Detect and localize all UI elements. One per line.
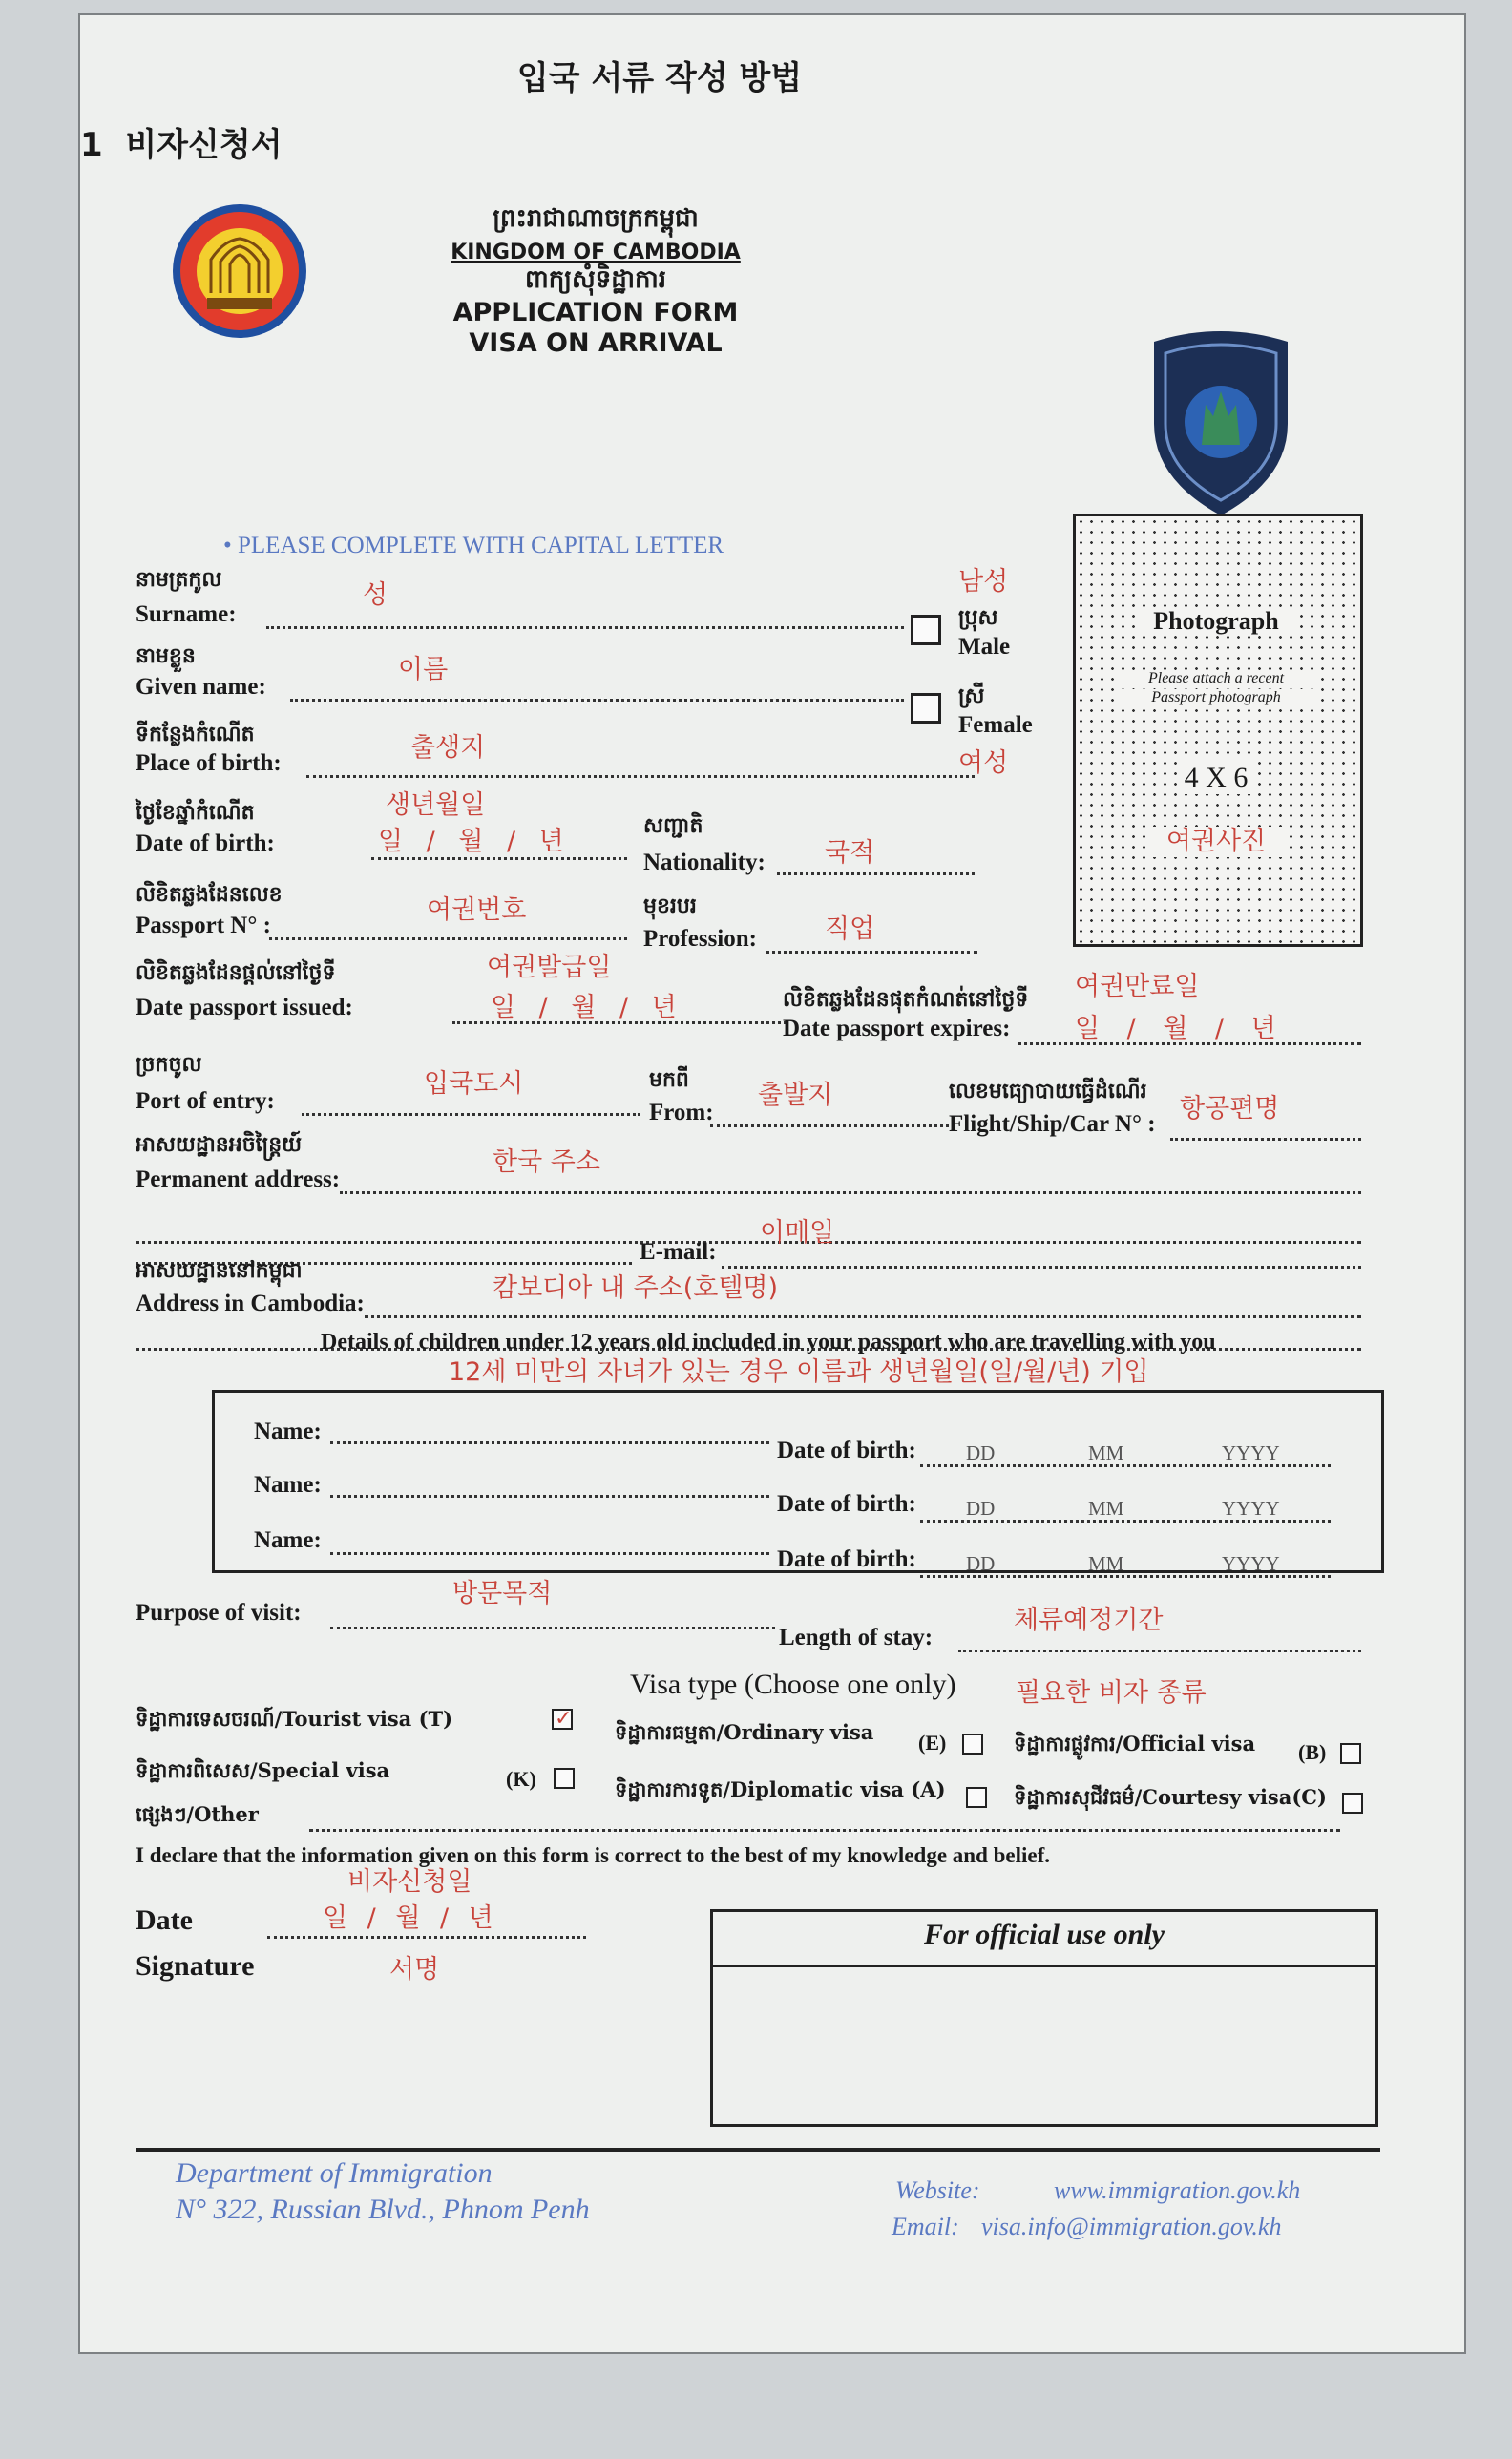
child-3-mm: MM bbox=[1088, 1552, 1124, 1575]
photo-note-1: Please attach a recent bbox=[1116, 670, 1316, 687]
capital-instruction: • PLEASE COMPLETE WITH CAPITAL LETTER bbox=[223, 533, 724, 558]
profession-khmer: មុខរបរ bbox=[643, 893, 697, 918]
from-hint: 출발지 bbox=[758, 1081, 833, 1110]
pob-khmer: ទីកន្លែងកំណើត bbox=[136, 722, 255, 746]
email-line[interactable] bbox=[722, 1266, 1361, 1269]
cambodia-addr-label: Address in Cambodia: bbox=[136, 1291, 365, 1316]
permanent-khmer: អាសយដ្ឋានអចិន្ត្រៃយ៍ bbox=[136, 1132, 303, 1157]
purpose-label: Purpose of visit: bbox=[136, 1600, 302, 1626]
children-heading: Details of children under 12 years old included in your passport who are travelling with you bbox=[321, 1330, 1216, 1355]
nationality-hint: 국적 bbox=[825, 838, 875, 868]
female-khmer: ស្រី bbox=[958, 683, 985, 708]
photo-hint: 여권사진 bbox=[1149, 827, 1283, 857]
footer-dept: Department of Immigration bbox=[176, 2157, 493, 2189]
child-3-dob-label: Date of birth: bbox=[777, 1546, 916, 1572]
dob-line[interactable] bbox=[371, 857, 627, 860]
form-khmer: ពាក្យសុំទិដ្ឋាការ bbox=[524, 265, 667, 294]
official-use-label: For official use only bbox=[924, 1919, 1165, 1950]
child-2-dd: DD bbox=[966, 1497, 996, 1520]
passport-no-hint: 여권번호 bbox=[427, 895, 527, 925]
passport-no-line[interactable] bbox=[269, 937, 627, 940]
permanent-line[interactable] bbox=[340, 1191, 1361, 1194]
child-1-mm: MM bbox=[1088, 1441, 1124, 1464]
profession-label: Profession: bbox=[643, 926, 757, 952]
email-label: E-mail: bbox=[640, 1239, 717, 1265]
passport-no-label: Passport N° : bbox=[136, 913, 271, 938]
other-visa-line[interactable] bbox=[309, 1829, 1340, 1832]
child-3-name-line[interactable] bbox=[330, 1552, 769, 1555]
photo-box bbox=[1073, 514, 1363, 947]
signature-label: Signature bbox=[136, 1950, 255, 1982]
given-line[interactable] bbox=[290, 699, 904, 702]
given-khmer: នាមខ្លួន bbox=[136, 643, 196, 668]
photo-size: 4 X 6 bbox=[1178, 762, 1254, 794]
photo-title: Photograph bbox=[1140, 607, 1292, 636]
footer-website[interactable]: www.immigration.gov.kh bbox=[1054, 2176, 1301, 2204]
length-label: Length of stay: bbox=[779, 1625, 934, 1650]
expires-label: Date passport expires: bbox=[783, 1016, 1011, 1041]
child-3-dd: DD bbox=[966, 1552, 996, 1575]
child-2-mm: MM bbox=[1088, 1497, 1124, 1520]
nationality-label: Nationality: bbox=[643, 850, 766, 875]
expires-date-hint: 일 / 월 / 년 bbox=[1075, 1014, 1286, 1043]
kingdom-khmer: ព្រះរាជាណាចក្រកម្ពុជា bbox=[493, 204, 699, 233]
expires-hint: 여권만료일 bbox=[1075, 972, 1200, 1001]
child-2-name-label: Name: bbox=[254, 1472, 322, 1498]
cambodia-addr-line[interactable] bbox=[365, 1315, 1361, 1318]
flight-hint: 항공편명 bbox=[1180, 1094, 1280, 1124]
date-line[interactable] bbox=[267, 1936, 586, 1939]
form-title-2: VISA ON ARRIVAL bbox=[469, 328, 723, 358]
official-visa-checkbox[interactable] bbox=[1340, 1743, 1361, 1764]
child-2-name-line[interactable] bbox=[330, 1495, 769, 1498]
other-visa-label: ផ្សេងៗ/Other bbox=[136, 1802, 259, 1826]
ordinary-visa-code: (E) bbox=[918, 1731, 947, 1755]
issued-label: Date passport issued: bbox=[136, 995, 353, 1020]
footer-email[interactable]: visa.info@immigration.gov.kh bbox=[981, 2213, 1282, 2240]
child-3-yyyy: YYYY bbox=[1222, 1552, 1280, 1575]
child-1-dd: DD bbox=[966, 1441, 996, 1464]
photo-note-2: Passport photograph bbox=[1116, 689, 1316, 706]
purpose-line[interactable] bbox=[330, 1627, 775, 1629]
date-hint: 비자신청일 bbox=[347, 1867, 472, 1897]
surname-khmer: នាមត្រកូល bbox=[136, 567, 222, 592]
surname-hint: 성 bbox=[363, 580, 388, 610]
special-visa-label: ទិដ្ឋាការពិសេស/Special visa bbox=[136, 1758, 390, 1782]
section-title: 1 비자신청서 bbox=[80, 126, 283, 164]
dob-khmer: ថ្ងៃខែឆ្នាំកំណើត bbox=[136, 800, 255, 825]
passport-no-khmer: លិខិតឆ្លងដែនលេខ bbox=[136, 882, 283, 907]
official-visa-label: ទិដ្ឋាការផ្លូវការ/Official visa bbox=[1014, 1732, 1256, 1755]
cambodia-addr-khmer: អាសយដ្ឋាននៅកម្ពុជា bbox=[136, 1258, 303, 1283]
male-label: Male bbox=[958, 634, 1011, 660]
footer-address: N° 322, Russian Blvd., Phnom Penh bbox=[176, 2194, 590, 2225]
courtesy-visa-checkbox[interactable] bbox=[1342, 1793, 1363, 1814]
pob-label: Place of birth: bbox=[136, 750, 282, 776]
visa-heading-hint: 필요한 비자 종류 bbox=[1016, 1678, 1207, 1708]
given-label: Given name: bbox=[136, 674, 266, 700]
date-label: Date bbox=[136, 1904, 193, 1936]
permanent-label: Permanent address: bbox=[136, 1166, 341, 1192]
female-checkbox[interactable] bbox=[911, 693, 941, 724]
special-visa-checkbox[interactable] bbox=[554, 1768, 575, 1789]
male-hint: 남성 bbox=[958, 567, 1009, 597]
email-hint: 이메일 bbox=[760, 1218, 835, 1248]
male-checkbox[interactable] bbox=[911, 615, 941, 645]
dob-date-hint: 일 / 월 / 년 bbox=[378, 827, 572, 856]
profession-line[interactable] bbox=[766, 951, 977, 954]
female-hint: 여성 bbox=[958, 748, 1009, 778]
length-hint: 체류예정기간 bbox=[1014, 1606, 1164, 1635]
special-visa-code: (K) bbox=[506, 1767, 536, 1791]
date-value: 일 / 월 / 년 bbox=[323, 1903, 499, 1933]
kingdom-title: KINGDOM OF CAMBODIA bbox=[451, 241, 741, 264]
length-line[interactable] bbox=[958, 1650, 1361, 1652]
nationality-line[interactable] bbox=[777, 872, 975, 875]
port-khmer: ច្រកចូល bbox=[136, 1052, 202, 1077]
issued-hint: 여권발급일 bbox=[487, 953, 612, 982]
child-3-name-label: Name: bbox=[254, 1527, 322, 1553]
cambodia-addr-hint: 캄보디아 내 주소(호텔명) bbox=[493, 1273, 779, 1303]
pob-line[interactable] bbox=[306, 775, 975, 778]
flight-label: Flight/Ship/Car N° : bbox=[949, 1111, 1156, 1137]
dob-label: Date of birth: bbox=[136, 830, 275, 856]
permanent-hint: 한국 주소 bbox=[493, 1147, 600, 1177]
pob-hint: 출생지 bbox=[410, 733, 486, 763]
document-page bbox=[78, 13, 1466, 2354]
ordinary-visa-label: ទិដ្ឋាការធម្មតា/Ordinary visa bbox=[615, 1720, 874, 1744]
official-visa-code: (B) bbox=[1298, 1740, 1327, 1764]
official-use-divider bbox=[710, 1965, 1378, 1967]
tourist-visa-label: ទិដ្ឋាការទេសចរណ៍/Tourist visa (T) bbox=[136, 1707, 453, 1731]
child-1-yyyy: YYYY bbox=[1222, 1441, 1280, 1464]
visa-heading: Visa type (Choose one only) bbox=[630, 1669, 956, 1700]
female-label: Female bbox=[958, 712, 1033, 738]
given-hint: 이름 bbox=[398, 655, 449, 684]
signature-hint: 서명 bbox=[389, 1955, 440, 1985]
from-line[interactable] bbox=[710, 1124, 949, 1127]
issued-khmer: លិខិតឆ្លងដែនផ្តល់នៅថ្ងៃទី bbox=[136, 960, 336, 985]
dob-hint: 생년월일 bbox=[386, 790, 486, 820]
tourist-visa-checkbox[interactable] bbox=[552, 1709, 573, 1730]
flight-khmer: លេខមធ្យោបាយធ្វើដំណើរ bbox=[949, 1079, 1147, 1103]
children-hint: 12세 미만의 자녀가 있는 경우 이름과 생년월일(일/월/년) 기입 bbox=[449, 1357, 1149, 1387]
asean-logo bbox=[171, 202, 309, 346]
male-khmer: ប្រុស bbox=[958, 605, 998, 630]
child-2-yyyy: YYYY bbox=[1222, 1497, 1280, 1520]
from-label: From: bbox=[649, 1100, 714, 1125]
profession-hint: 직업 bbox=[825, 914, 875, 944]
flight-line[interactable] bbox=[1170, 1138, 1361, 1141]
port-line[interactable] bbox=[302, 1113, 640, 1116]
surname-line[interactable] bbox=[266, 626, 904, 629]
permanent-line-2[interactable] bbox=[136, 1241, 1361, 1244]
courtesy-visa-label: ទិដ្ឋាការសុជីវធម៌/Courtesy visa(C) bbox=[1014, 1785, 1327, 1809]
issued-date-hint: 일 / 월 / 년 bbox=[491, 993, 684, 1022]
child-1-name-label: Name: bbox=[254, 1419, 322, 1444]
purpose-hint: 방문목적 bbox=[452, 1579, 553, 1608]
footer-website-label: Website: bbox=[895, 2176, 980, 2204]
tourist-tick-icon: ✓ bbox=[555, 1707, 573, 1731]
immigration-seal bbox=[1144, 328, 1297, 524]
ordinary-visa-checkbox[interactable] bbox=[962, 1734, 983, 1755]
port-label: Port of entry: bbox=[136, 1088, 275, 1114]
surname-label: Surname: bbox=[136, 601, 237, 627]
child-2-dob-label: Date of birth: bbox=[777, 1491, 916, 1517]
from-khmer: មកពី bbox=[649, 1067, 689, 1092]
diplomatic-visa-checkbox[interactable] bbox=[966, 1787, 987, 1808]
footer-email-label: Email: bbox=[892, 2213, 959, 2240]
expires-khmer: លិខិតឆ្លងដែនផុតកំណត់នៅថ្ងៃទី bbox=[783, 987, 1029, 1012]
diplomatic-visa-label: ទិដ្ឋាការការទូត/Diplomatic visa (A) bbox=[615, 1777, 946, 1801]
footer-rule bbox=[136, 2148, 1380, 2152]
form-title-1: APPLICATION FORM bbox=[452, 298, 739, 327]
declaration-text: I declare that the information given on this form is correct to the best of my knowledge and belief. bbox=[136, 1843, 1051, 1867]
nationality-khmer: សញ្ជាតិ bbox=[643, 813, 704, 838]
port-hint: 입국도시 bbox=[424, 1069, 524, 1099]
page-heading: 입국 서류 작성 방법 bbox=[516, 59, 803, 97]
child-1-name-line[interactable] bbox=[330, 1441, 769, 1444]
child-1-dob-label: Date of birth: bbox=[777, 1438, 916, 1463]
